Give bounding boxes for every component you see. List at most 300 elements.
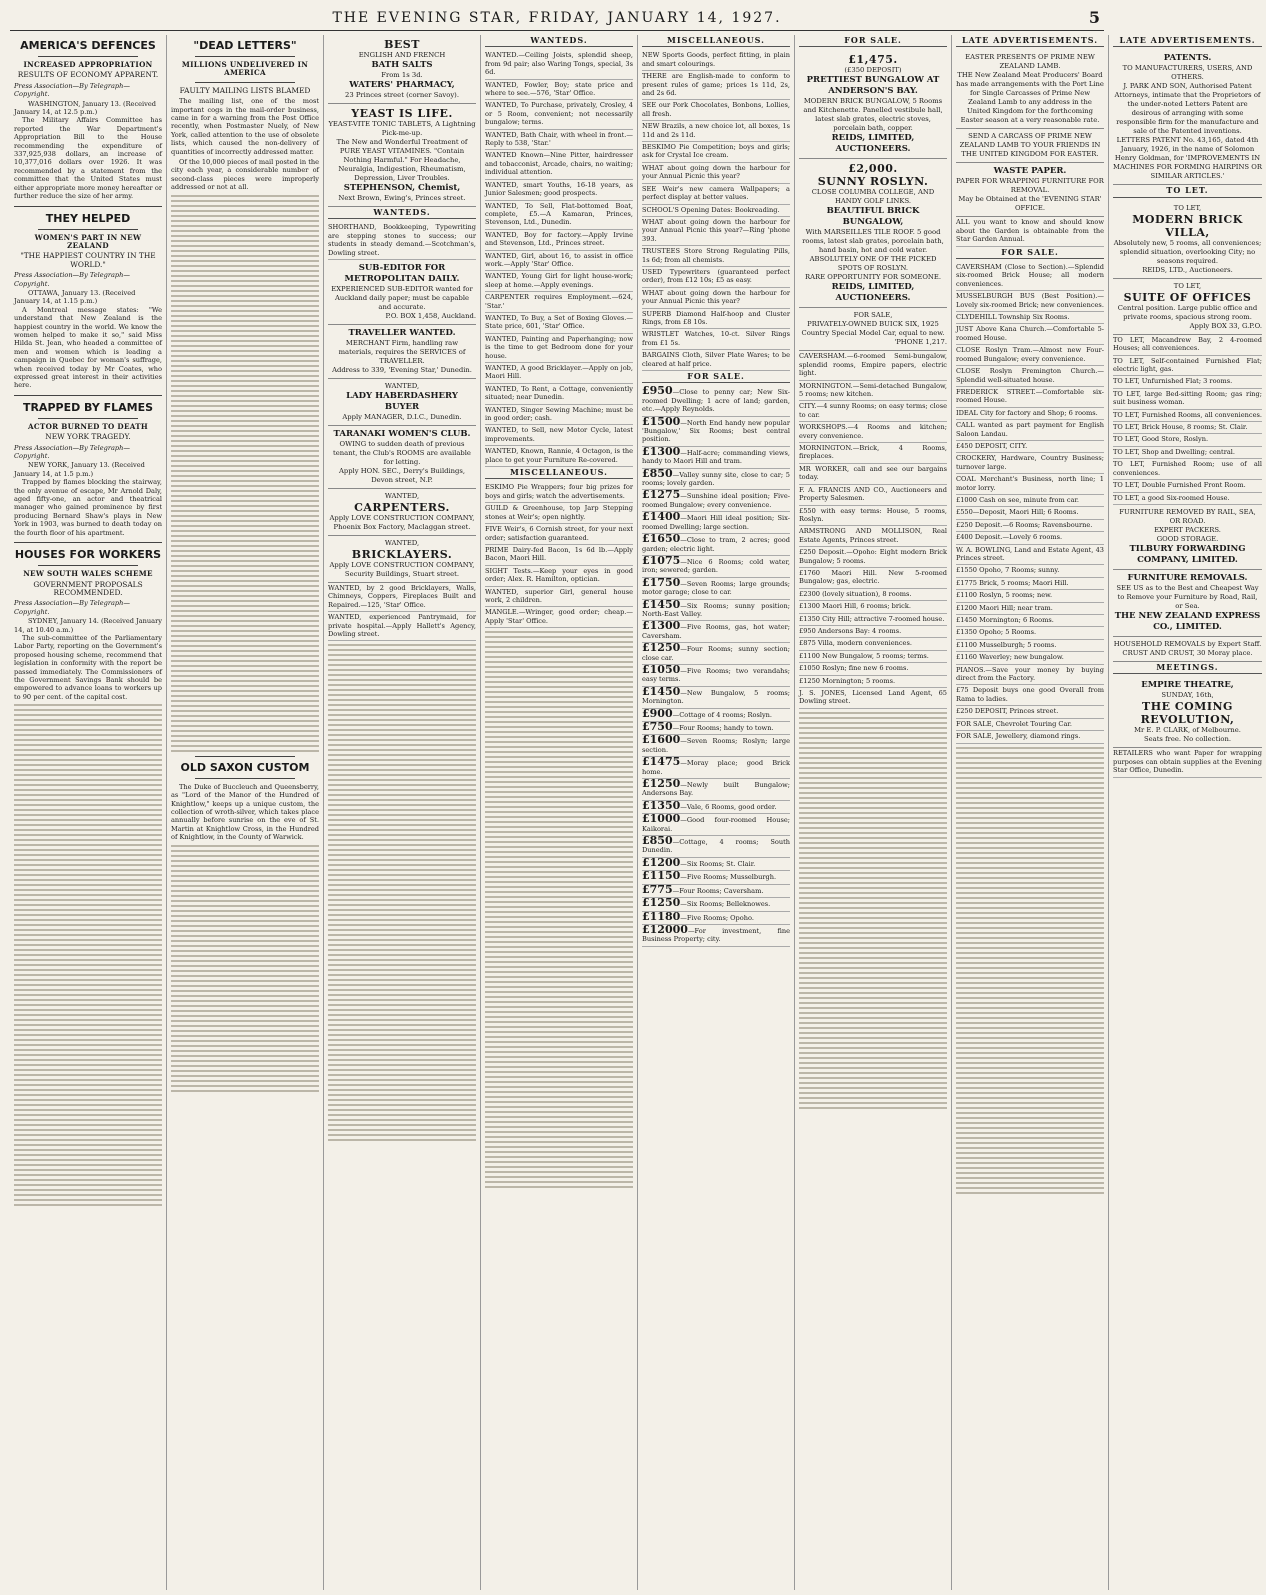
ad-body: PAPER FOR WRAPPING FURNITURE FOR REMOVAL.	[956, 177, 1104, 195]
classified-ad: WHAT about going down the harbour for your Annual Picnic this year?	[642, 288, 790, 309]
ad-body: Absolutely new, 5 rooms, all conveniences; splendid situation, overlooking City; no seasons required.	[1113, 238, 1262, 265]
masthead-title: THE EVENING STAR, FRIDAY, JANUARY 14, 1927.	[332, 10, 782, 26]
classified-ad: ESKIMO Pie Wrappers; four big prizes for boys and girls; watch the advertisements.	[485, 482, 633, 503]
classified-ad: £1050 Roslyn; fine new 6 rooms.	[799, 663, 947, 675]
classified-ad: WANTED, to Sell, new Motor Cycle, latest improvements.	[485, 425, 633, 446]
ad-price: £1600	[642, 733, 681, 747]
ad-price: £1350	[642, 798, 681, 812]
ad-body: Mr E. P. CLARK, of Melbourne.	[1134, 726, 1241, 735]
ad-text: —Five Rooms; Opoho.	[680, 913, 754, 922]
section-heading: FOR SALE.	[642, 371, 790, 383]
classified-ad: WANTED, A good Bricklayer.—Apply on job, Maori Hill.	[485, 363, 633, 384]
headline: "DEAD LETTERS"	[193, 39, 297, 52]
classified-ad: WANTED, To Buy, a Set of Boxing Gloves.—State price, 601, 'Star' Office.	[485, 313, 633, 334]
headline: HOUSES FOR WORKERS	[14, 548, 162, 562]
ad-text: —Four Rooms; Caversham.	[672, 886, 764, 895]
ad-title: FURNITURE REMOVED BY RAIL, SEA, OR ROAD.	[1119, 507, 1256, 525]
deck: FAULTY MAILING LISTS BLAMED	[179, 85, 311, 95]
ad-price: £1275	[642, 488, 681, 502]
property-ad	[642, 597, 790, 622]
subheadline: NEW SOUTH WALES SCHEME	[23, 569, 153, 579]
property-ad	[642, 386, 790, 416]
classified-ad: MR WORKER, call and see our bargains today.	[799, 464, 947, 485]
ad-text: —Five Rooms; Musselburgh.	[680, 873, 777, 882]
classified-ad: CAVERSHAM (Close to Section).—Splendid six-roomed Brick House; all modern conveniences.	[956, 262, 1104, 291]
ad-subtitle: ENGLISH AND FRENCH	[358, 51, 446, 59]
ad-list	[956, 262, 1104, 743]
classified-ad: WANTED, Painting and Paperhanging; now is the time to get Bedroom done for your house.	[485, 334, 633, 363]
ad-text: —Four Rooms; sunny section; close car.	[642, 645, 790, 662]
ad-tagline: ABSOLUTELY ONE OF THE PICKED SPOTS OF ROSLYN.	[809, 255, 937, 273]
ad-agent: REIDS, LTD., Auctioneers.	[1142, 265, 1233, 274]
ad-price: £1250	[642, 896, 681, 910]
display-ad	[799, 50, 947, 159]
text-lines	[485, 631, 633, 1188]
column-3	[324, 35, 481, 1590]
headline: OLD SAXON CUSTOM	[180, 760, 310, 774]
column-4	[481, 35, 638, 1590]
article-text: The Duke of Buccleuch and Queensberry, as "Lord of the Manor of the Hundred of Knightlow," keeps up a unique custom, the collection of wroth-silver, which takes place annually before sunrise on the eve of St. Martin at Knightlow Cross, in the Hundred of Knightlow, in the County of Warwick.	[171, 782, 319, 842]
classified-ad: WANTED, Young Girl for light house-work; sleep at home.—Apply evenings.	[485, 271, 633, 292]
classified-ad: WANTED, Fowler, Boy; state price and where to see.—576, 'Star' Office.	[485, 80, 633, 101]
section-heading: WANTEDS.	[328, 207, 476, 219]
classified-ad: WANTED, superior Girl, general house work, 2 children.	[485, 587, 633, 608]
ad-address: Apply LOVE CONSTRUCTION COMPANY, Phoenix Box Factory, Maclaggan street.	[329, 514, 475, 532]
classified-ad: £875 Villa, modern conveniences.	[799, 638, 947, 650]
property-ad	[642, 466, 790, 491]
classified-ad: J. S. JONES, Licensed Land Agent, 65 Dowling street.	[799, 688, 947, 709]
classified-ad: ARMSTRONG AND MOLLISON, Real Estate Agents, Princes street.	[799, 526, 947, 547]
ad-text: —Half-acre; commanding views, handy to Maori Hill and tram.	[642, 448, 790, 466]
ad-price: £1475	[642, 755, 681, 769]
classified-ad: PIANOS.—Save your money by buying direct from the Factory.	[956, 665, 1104, 686]
classified-ad: WANTED.—Ceiling Joists, splendid sheep, from 9d pair; also Waring Tongs, special, 3s 6d.	[485, 50, 633, 79]
dateline: SYDNEY, January 14. (Received January 14, at 10.40 a.m.)	[14, 617, 162, 634]
classified-ad: WANTED, Known, Rannie, 4 Octagon, is the place to get your Furniture Re-covered.	[485, 446, 633, 467]
ad-text: —Five Rooms; two verandahs; easy terms.	[642, 666, 790, 684]
classified-ad: SCHOOL'S Opening Dates: Bookreading.	[642, 205, 790, 217]
classified-ad: WANTED, Singer Sewing Machine; must be in good order; cash.	[485, 405, 633, 426]
dateline: WASHINGTON, January 13. (Received January 14, at 12.5 p.m.)	[14, 99, 157, 117]
ad-text: —Close to tram, 2 acres; good garden; electric light.	[642, 536, 790, 553]
ad-body: With MARSEILLES TILE ROOF. 5 good rooms, latest slab grates, porcelain bath, hand basin, hot and cold water.	[802, 228, 944, 255]
classified-ad: MUSSELBURGH BUS (Best Position).—Lovely six-roomed Brick; new conveniences.	[956, 291, 1104, 312]
ad-text: —North End handy new popular 'Bungalow,' Six Rooms; best central position.	[642, 418, 790, 444]
ad-text: —Six Rooms; Belleknowes.	[680, 900, 771, 909]
classified-ad: SEE our Pork Chocolates, Bonbons, Lollies, all fresh.	[642, 100, 790, 121]
text-lines	[956, 747, 1104, 1194]
ad-price: From 1s 3d.	[381, 71, 423, 79]
divider	[14, 542, 162, 543]
ad-agent: THE NEW ZEALAND EXPRESS CO., LIMITED.	[1114, 610, 1261, 632]
classified-ad: £1250 Mornington; 5 rooms.	[799, 676, 947, 688]
section-heading: LATE ADVERTISEMENTS.	[956, 35, 1104, 47]
classified-ad: BARGAINS Cloth, Silver Plate Wares; to be cleared at half price.	[642, 350, 790, 371]
divider	[195, 82, 295, 83]
property-ad	[642, 757, 790, 779]
ad-title: WANTED,	[384, 539, 420, 548]
classified-ad: WHAT about going down the harbour for your Annual Picnic this year?—Ring 'phone 393.	[642, 217, 790, 246]
deck: RESULTS OF ECONOMY APPARENT.	[17, 70, 159, 80]
classified-ad: CAVERSHAM.—6-roomed Semi-bungalow, splendid rooms, Empire papers, electric light.	[799, 351, 947, 380]
property-ad	[642, 414, 790, 447]
deck: NEW YORK TRAGEDY.	[45, 432, 131, 442]
classified-ad: SHORTHAND, Bookkeeping, Typewriting are stepping stones to success; our students in steady demand.—Scotchman's, Dowling street.	[328, 222, 476, 260]
dateline: OTTAWA, January 13. (Received January 14, at 1.15 p.m.)	[14, 288, 136, 306]
ad-body: Central position. Large public office and private rooms, spacious strong room.	[1117, 303, 1258, 321]
ad-address: Apply LOVE CONSTRUCTION COMPANY, Security Buildings, Stuart street.	[329, 561, 475, 579]
text-lines	[171, 195, 319, 752]
classified-ad: £1760 Maori Hill. New 5-roomed Bungalow; gas, electric.	[799, 568, 947, 589]
columns	[10, 35, 1262, 1590]
ad-tagline: RARE OPPORTUNITY FOR SOMEONE.	[805, 273, 941, 282]
classified-ad: £1160 Waverley; new bungalow.	[956, 652, 1104, 664]
column-6	[795, 35, 952, 1590]
ad-price: £1300	[642, 444, 681, 458]
classified-ad: WANTED, Boy for factory.—Apply Irvine and Stevenson, Ltd., Princes street.	[485, 230, 633, 251]
display-ad	[1113, 279, 1262, 335]
ad-title: WASTE PAPER.	[993, 166, 1067, 177]
section-heading: TO LET.	[1113, 185, 1262, 197]
classified-ad: NEW Sports Goods, perfect fitting, in plain and smart colourings.	[642, 50, 790, 71]
section-heading: LATE ADVERTISEMENTS.	[1113, 35, 1262, 47]
ad-agent: CRUST AND CRUST, 30 Moray place.	[1122, 648, 1253, 657]
classified-ad: £550 with easy terms: House, 5 rooms, Roslyn.	[799, 506, 947, 527]
section-heading: MISCELLANEOUS.	[485, 467, 633, 479]
subheadline: MILLIONS UNDELIVERED IN AMERICA	[181, 60, 309, 78]
property-ad	[642, 922, 790, 947]
deck: "THE HAPPIEST COUNTRY IN THE WORLD."	[20, 251, 156, 269]
ad-price: £1,475.	[848, 53, 898, 67]
display-ad	[328, 35, 476, 104]
byline: Press Association—By Telegraph—Copyright.	[14, 599, 130, 616]
text-lines	[799, 712, 947, 1109]
ad-price: £900	[642, 706, 673, 720]
display-ad	[1113, 201, 1262, 279]
masthead	[10, 8, 1104, 31]
ad-text: —For investment, fine Business Property; city.	[642, 926, 790, 944]
text-lines	[328, 644, 476, 1141]
classified-ad: £550—Deposit, Maori Hill; 6 Rooms.	[956, 507, 1104, 519]
classified-ad: TO LET, Shop and Dwelling; central.	[1113, 447, 1262, 459]
ad-address: Next Brown, Ewing's, Princes street.	[338, 194, 466, 202]
ad-body: GOOD STORAGE.	[1156, 534, 1219, 543]
display-ad	[328, 104, 476, 207]
subheadline: WOMEN'S PART IN NEW ZEALAND	[34, 232, 142, 250]
classified-ad: GUILD & Greenhouse, top Jarp Stepping stones at Weir's; open nightly.	[485, 503, 633, 524]
ad-title: TRAVELLER WANTED.	[348, 328, 456, 339]
ad-title: FURNITURE REMOVALS.	[1127, 572, 1248, 583]
ad-text: —Vale, 6 Rooms, good order.	[680, 802, 777, 811]
divider	[195, 778, 295, 779]
classified-ad: RETAILERS who want Paper for wrapping purposes can obtain supplies at the Evening Star Office, Dunedin.	[1113, 748, 1262, 777]
classified-ad: £950 Andersons Bay: 4 rooms.	[799, 626, 947, 638]
ad-price: £950	[642, 384, 673, 398]
ad-price: £1750	[642, 575, 681, 589]
classified-ad: TO LET, large Bed-sitting Room; gas ring; suit business woman.	[1113, 389, 1262, 410]
ad-price: £1650	[642, 532, 681, 546]
ad-text: —Close to penny car; New Six-roomed Dwelling; 1 acre of land; garden, etc.—Apply Reynolds.	[642, 388, 790, 414]
classified-ad: WANTED Known—Nine Pitter, hairdresser and tobacconist, Arcade, chairs, no waiting; individual attention.	[485, 150, 633, 179]
ad-subtitle: (£350 DEPOSIT)	[844, 66, 902, 75]
dateline: NEW YORK, January 13. (Received January 14, at 1.5 p.m.)	[14, 461, 145, 478]
ad-text: —Cottage of 4 rooms; Roslyn.	[672, 710, 773, 719]
property-ad	[642, 575, 790, 600]
classified-ad: £1350 City Hill; attractive 7-roomed house.	[799, 614, 947, 626]
ad-product: BRICKLAYERS.	[351, 548, 453, 562]
classified-ad: TO LET, Macandrew Bay, 2 4-roomed Houses; all conveniences.	[1113, 335, 1262, 356]
display-ad	[956, 50, 1104, 129]
ad-text: —New Bungalow, 5 rooms; Mornington.	[642, 688, 790, 706]
ad-title: TO LET,	[1173, 281, 1202, 290]
classified-ad: WANTED, by 2 good Bricklayers, Walls, Chimneys, Coppers, Fireplaces Built and Repaired.—125, 'Star' Office.	[328, 583, 476, 612]
classified-ad: WANTED, To Rent, a Cottage, conveniently situated; near Dunedin.	[485, 384, 633, 405]
ad-price: £850	[642, 466, 673, 480]
classified-ad: THERE are English-made to conform to present rules of game; prices 1s 11d, 2s, and 2s 6d.	[642, 71, 790, 100]
section-heading: MISCELLANEOUS.	[642, 35, 790, 47]
classified-ad: TO LET, Furnished Rooms, all conveniences.	[1113, 410, 1262, 422]
ad-title: BEST	[384, 38, 420, 51]
classified-ad: USED Typewriters (guaranteed perfect order), from £12 10s; £5 as easy.	[642, 267, 790, 288]
ad-body: THE New Zealand Meat Producers' Board has made arrangements with the Port Line for Single Carcasses of Prime New Zealand Lamb to any address in the United Kingdom for the forthcoming Easter season at a very reasonable rate.	[956, 71, 1104, 125]
display-ad	[956, 163, 1104, 217]
divider	[38, 56, 138, 57]
ad-text: —Five Rooms, gas, hot water; Caversham.	[642, 623, 790, 640]
classified-ad: IDEAL City for factory and Shop; 6 rooms.	[956, 408, 1104, 420]
classified-ad: NEW Brazils, a new choice lot, all boxes, 1s 11d and 2s 11d.	[642, 121, 790, 142]
property-ad	[642, 684, 790, 709]
ad-body: OWING to sudden death of previous tenant, the Club's ROOMS are available for letting.	[333, 440, 471, 467]
ad-text: —Seven Rooms; Roslyn; large section.	[642, 737, 790, 754]
divider	[38, 565, 138, 566]
ad-body: PRIVATELY-OWNED BUICK SIX, 1925 Country Special Model Car, equal to new.	[801, 320, 945, 338]
classified-ad: TO LET, Furnished Room; use of all conveniences.	[1113, 459, 1262, 480]
display-ad	[1113, 637, 1262, 662]
ad-body: MERCHANT Firm, handling raw materials, requires the SERVICES of TRAVELLER.	[338, 339, 466, 366]
article-text: The Military Affairs Committee has reported the War Department's Appropriation Bill to the House recommending the expenditure of 337,925,938 dollars, an increase of 10,377,016 dollars over 1926. It was recommended by a statement from the committee that the United States must either appropriate more money hereafter or further reduce the size of her army.	[14, 116, 162, 201]
classified-ad: £2300 (lovely situation), 8 rooms.	[799, 589, 947, 601]
divider	[195, 756, 295, 757]
ad-product: CARPENTERS.	[354, 501, 450, 515]
divider	[195, 56, 295, 57]
headline: AMERICA'S DEFENCES	[20, 39, 156, 52]
deck: GOVERNMENT PROPOSALS RECOMMENDED.	[33, 579, 143, 597]
classified-ad: CLYDEHILL Township Six Rooms.	[956, 312, 1104, 324]
display-ad	[328, 426, 476, 489]
classified-ad: FOR SALE, Jewellery, diamond rings.	[956, 731, 1104, 743]
subheadline: INCREASED APPROPRIATION	[23, 60, 153, 69]
ad-address: Apply BOX 33, G.P.O.	[1189, 321, 1262, 330]
ad-subtitle: CLOSE COLUMBA COLLEGE, AND HANDY GOLF LINKS.	[811, 188, 935, 206]
classified-ad: CLOSE Roslyn Fremington Church.—Splendid well-situated house.	[956, 366, 1104, 387]
ad-price: £775	[642, 882, 673, 896]
classified-ad: MANGLE.—Wringer, good order; cheap.—Apply 'Star' Office.	[485, 607, 633, 628]
ad-text: —Six Rooms; St. Clair.	[680, 859, 756, 868]
ad-title: SEND A CARCASS OF PRIME NEW ZEALAND LAMB TO YOUR FRIENDS IN THE UNITED KINGDOM FOR EASTER.	[959, 132, 1101, 159]
classified-ad: MORNINGTON.—Brick, 4 Rooms, fireplaces.	[799, 443, 947, 464]
ad-title: TO LET,	[1173, 203, 1202, 212]
divider	[38, 418, 138, 419]
classified-ad: £250 Deposit.—6 Rooms; Ravensbourne.	[956, 520, 1104, 532]
classified-ad: £450 DEPOSIT, CITY.	[956, 441, 1104, 453]
column-1	[10, 35, 167, 1590]
ad-product: BEAUTIFUL BRICK BUNGALOW,	[826, 206, 920, 228]
classified-ad: WANTED, Bath Chair, with wheel in front.—Reply to 538, 'Star.'	[485, 130, 633, 151]
ad-address: 23 Princes street (corner Savoy).	[345, 91, 459, 99]
ad-body: HOUSEHOLD REMOVALS by Expert Staff.	[1113, 639, 1262, 648]
column-5	[638, 35, 795, 1590]
display-ad	[1113, 505, 1262, 570]
classified-ad: £250 Deposit.—Opoho: Eight modern Brick Bungalow; 5 rooms.	[799, 547, 947, 568]
ad-address: May be Obtained at the 'EVENING STAR' OFFICE.	[958, 195, 1102, 213]
ad-agent: REIDS, LIMITED, AUCTIONEERS.	[831, 133, 915, 155]
classified-ad: WANTED, Girl, about 16, to assist in office work.—Apply 'Star' Office.	[485, 251, 633, 272]
classified-ad: FREDERICK STREET.—Comfortable six-roomed House.	[956, 387, 1104, 408]
ad-price: £1400	[642, 510, 681, 524]
ad-address: Apply HON. SEC., Derry's Buildings, Devon street, N.P.	[338, 467, 466, 485]
classified-ad: CITY.—4 sunny Rooms; on easy terms; close to car.	[799, 401, 947, 422]
classified-ad: TO LET, Unfurnished Flat; 3 rooms.	[1113, 376, 1262, 388]
classified-ad: WANTED, experienced Pantrymaid, for private hospital.—Apply Hallett's Agency, Dowling street.	[328, 612, 476, 641]
section-heading: WANTEDS.	[485, 35, 633, 47]
display-ad	[328, 325, 476, 379]
property-ad	[642, 534, 790, 556]
classified-ad: £1100 Musselburgh; 5 rooms.	[956, 640, 1104, 652]
property-ad	[642, 444, 790, 469]
divider	[38, 229, 138, 230]
ad-price: £1250	[642, 777, 681, 791]
ad-product: SUITE OF OFFICES	[1123, 290, 1252, 304]
property-ad	[642, 814, 790, 836]
classified-ad: CARPENTER requires Employment.—624, 'Star.'	[485, 292, 633, 313]
ad-address: Apply MANAGER, D.I.C., Dunedin.	[342, 413, 462, 422]
ad-title: WANTED,	[384, 492, 420, 501]
classified-ad: CROCKERY, Hardware, Country Business; turnover large.	[956, 453, 1104, 474]
ad-price: £1450	[642, 597, 681, 611]
ad-title: EMPIRE THEATRE,	[1141, 680, 1234, 691]
classified-ad: CLOSE Roslyn Tram.—Almost new Four-roomed Bungalow; every convenience.	[956, 345, 1104, 366]
ad-title: SUNNY ROSLYN.	[817, 175, 929, 189]
classified-ad: WANTED, To Purchase, privately, Crosley, 4 or 5 Room, convenient; not necessarily bungalow; terms.	[485, 100, 633, 129]
property-ad	[642, 512, 790, 534]
classified-ad: £1200 Maori Hill; near tram.	[956, 603, 1104, 615]
classified-ad: £1100 Roslyn, 5 rooms; new.	[956, 590, 1104, 602]
ad-product: MODERN BRICK VILLA,	[1132, 212, 1243, 239]
ad-address: Address to 339, 'Evening Star,' Dunedin.	[332, 366, 472, 375]
ad-text: —Four Rooms; handy to town.	[672, 724, 774, 732]
classified-ad: W. A. BOWLING, Land and Estate Agent, 43 Princes street.	[956, 545, 1104, 566]
ad-subtitle: EXPERT PACKERS.	[1154, 525, 1221, 534]
ad-shop: STEPHENSON, Chemist,	[343, 183, 461, 193]
display-ad	[799, 308, 947, 351]
ad-price: £1200	[642, 855, 681, 869]
ad-body: J. PARK AND SON, Authorised Patent Attorneys, intimate that the Proprietors of the under-noted Letters Patent are desirous of arranging with some responsible firm for the manufacture and sale of the Patented inventions.	[1114, 82, 1261, 136]
classified-ad: £1000 Cash on see, minute from car.	[956, 495, 1104, 507]
text-lines	[14, 704, 162, 1206]
ad-title: YEAST IS LIFE.	[351, 107, 453, 120]
classified-ad: COAL Merchant's Business, north line; 1 motor lorry.	[956, 474, 1104, 495]
classified-ad: SUPERB Diamond Half-hoop and Cluster Rings, from £8 10s.	[642, 309, 790, 330]
ad-list	[1113, 335, 1262, 505]
article-text: The sub-committee of the Parliamentary Labor Party, reporting on the Government's proposed housing scheme, recommend that legislation in conformity with the report be passed immediately. The Commissioners of the Government Savings Bank should be empowered to advance loans to workers up to 90 per cent. of the capital cost.	[14, 633, 162, 701]
article-text: Trapped by flames blocking the stairway, the only avenue of escape, Mr Arnold Daly, aged fifty-one, an actor and theatrical manager who gained prominence by first producing Bernard Shaw's plays in New York in 1903, was burned to death today on the fourth floor of his apartment.	[14, 478, 162, 537]
classified-ad: SEE Weir's new camera Wallpapers; a perfect display at better values.	[642, 184, 790, 205]
display-ad	[328, 260, 476, 325]
ad-text: —Valley sunny site, close to car; 5 rooms; lovely garden.	[642, 470, 790, 488]
display-ad	[1113, 677, 1262, 748]
divider	[14, 206, 162, 207]
ad-product: LADY HABERDASHERY BUYER	[346, 391, 458, 413]
ad-title: FOR SALE,	[853, 311, 893, 320]
ad-price: £1300	[642, 619, 681, 633]
ad-text: —Moray place; good Brick home.	[642, 759, 790, 776]
section-heading: FOR SALE.	[956, 247, 1104, 259]
ad-text: —Seven Rooms; large grounds; motor garage; close to car.	[642, 579, 790, 597]
property-ad	[642, 553, 790, 578]
ad-subtitle: SUNDAY, 16th,	[1161, 691, 1214, 700]
ad-price: £1000	[642, 812, 681, 826]
classified-ad: SIGHT Tests.—Keep your eyes in good order; Alex. R. Hamilton, optician.	[485, 566, 633, 587]
ad-body: The New and Wonderful Treatment of PURE YEAST VITAMINES. "Contain Nothing Harmful." For Headache, Neuralgia, Indigestion, Rheumatism, Depression, Liver Troubles.	[336, 138, 468, 182]
ad-subtitle: YEAST-VITE TONIC TABLETS, A Lightning Pick-me-up.	[328, 120, 476, 137]
classified-ad: BESKIMO Pie Competition; boys and girls; ask for Crystal Ice cream.	[642, 142, 790, 163]
article-text: A Montreal message states: "We understand that New Zealand is the happiest country in the world. We know the women helped to make it so," said Miss Hilda St. Jean, who headed a committee of men and women which is leading a campaign in Quebec for woman's suffrage, when received today by Mr Coates, who expressed great interest in their activities here.	[14, 305, 162, 390]
ad-text: —Cottage, 4 rooms; South Dunedin.	[642, 838, 790, 855]
classified-ad: £75 Deposit buys one good Overall from Rama to ladies.	[956, 685, 1104, 706]
ad-price: £1075	[642, 553, 681, 567]
classified-ad: TO LET, Good Store, Roslyn.	[1113, 434, 1262, 446]
ad-title: SUB-EDITOR FOR METROPOLITAN DAILY.	[344, 263, 460, 285]
classified-ad: WORKSHOPS.—4 Rooms and kitchen; every convenience.	[799, 422, 947, 443]
ad-body: EXPERIENCED SUB-EDITOR wanted for Auckland daily paper; must be capable and accurate.	[331, 285, 473, 312]
display-ad	[799, 159, 947, 308]
classified-ad: £1550 Opoho, 7 Rooms; sunny.	[956, 565, 1104, 577]
byline: Press Association—By Telegraph—Copyright.	[14, 271, 130, 288]
ad-address: P.O. BOX 1,458, Auckland.	[385, 312, 476, 321]
classified-ad: WRISTLET Watches, 10-ct. Silver Rings from £1 5s.	[642, 329, 790, 350]
ad-agent: REIDS, LIMITED, AUCTIONEERS.	[831, 282, 915, 304]
headline: TRAPPED BY FLAMES	[22, 400, 154, 414]
classified-ad: £1350 Opoho; 5 Rooms.	[956, 627, 1104, 639]
ad-text: —Good four-roomed House; Kaikorai.	[642, 816, 790, 833]
ad-price: £1050	[642, 662, 681, 676]
classified-ad: TO LET, Self-contained Furnished Flat; electric light, gas.	[1113, 356, 1262, 377]
classified-ad: ALL you want to know and should know about the Garden is obtainable from the Star Garden Annual.	[956, 217, 1104, 246]
ad-price: £1450	[642, 684, 681, 698]
display-ad	[328, 379, 476, 426]
display-ad	[1113, 50, 1262, 185]
classified-ad: £1100 New Bungalow, 5 rooms; terms.	[799, 651, 947, 663]
classified-ad: £1300 Maori Hill, 6 rooms; brick.	[799, 601, 947, 613]
classified-ad: FOR SALE, Chevrolet Touring Car.	[956, 719, 1104, 731]
ad-list	[642, 50, 790, 371]
property-ad	[642, 490, 790, 512]
ad-product: BATH SALTS	[371, 60, 433, 70]
classified-ad: FIVE Weir's, 6 Cornish street, for your next order; satisfaction guaranteed.	[485, 524, 633, 545]
classified-ad: TRUSTEES Store Strong Regulating Pills, 1s 6d; from all chemists.	[642, 246, 790, 267]
classified-ad: TO LET, Brick House, 8 rooms; St. Clair.	[1113, 422, 1262, 434]
byline: Press Association—By Telegraph—Copyright.	[14, 81, 130, 99]
classified-ad: MORNINGTON.—Semi-detached Bungalow, 5 rooms; new kitchen.	[799, 381, 947, 402]
ad-text: —Maori Hill ideal position; Six-roomed Dwelling; large section.	[642, 514, 790, 531]
page-number: 5	[1088, 8, 1100, 27]
price-ad-list	[642, 386, 790, 946]
classified-ad: £250 DEPOSIT, Princes street.	[956, 706, 1104, 718]
ad-title: PATENTS.	[1163, 53, 1212, 64]
classified-ad: £400 Deposit.—Lovely 6 rooms.	[956, 532, 1104, 544]
ad-price: £1250	[642, 641, 681, 655]
property-ad	[642, 621, 790, 643]
